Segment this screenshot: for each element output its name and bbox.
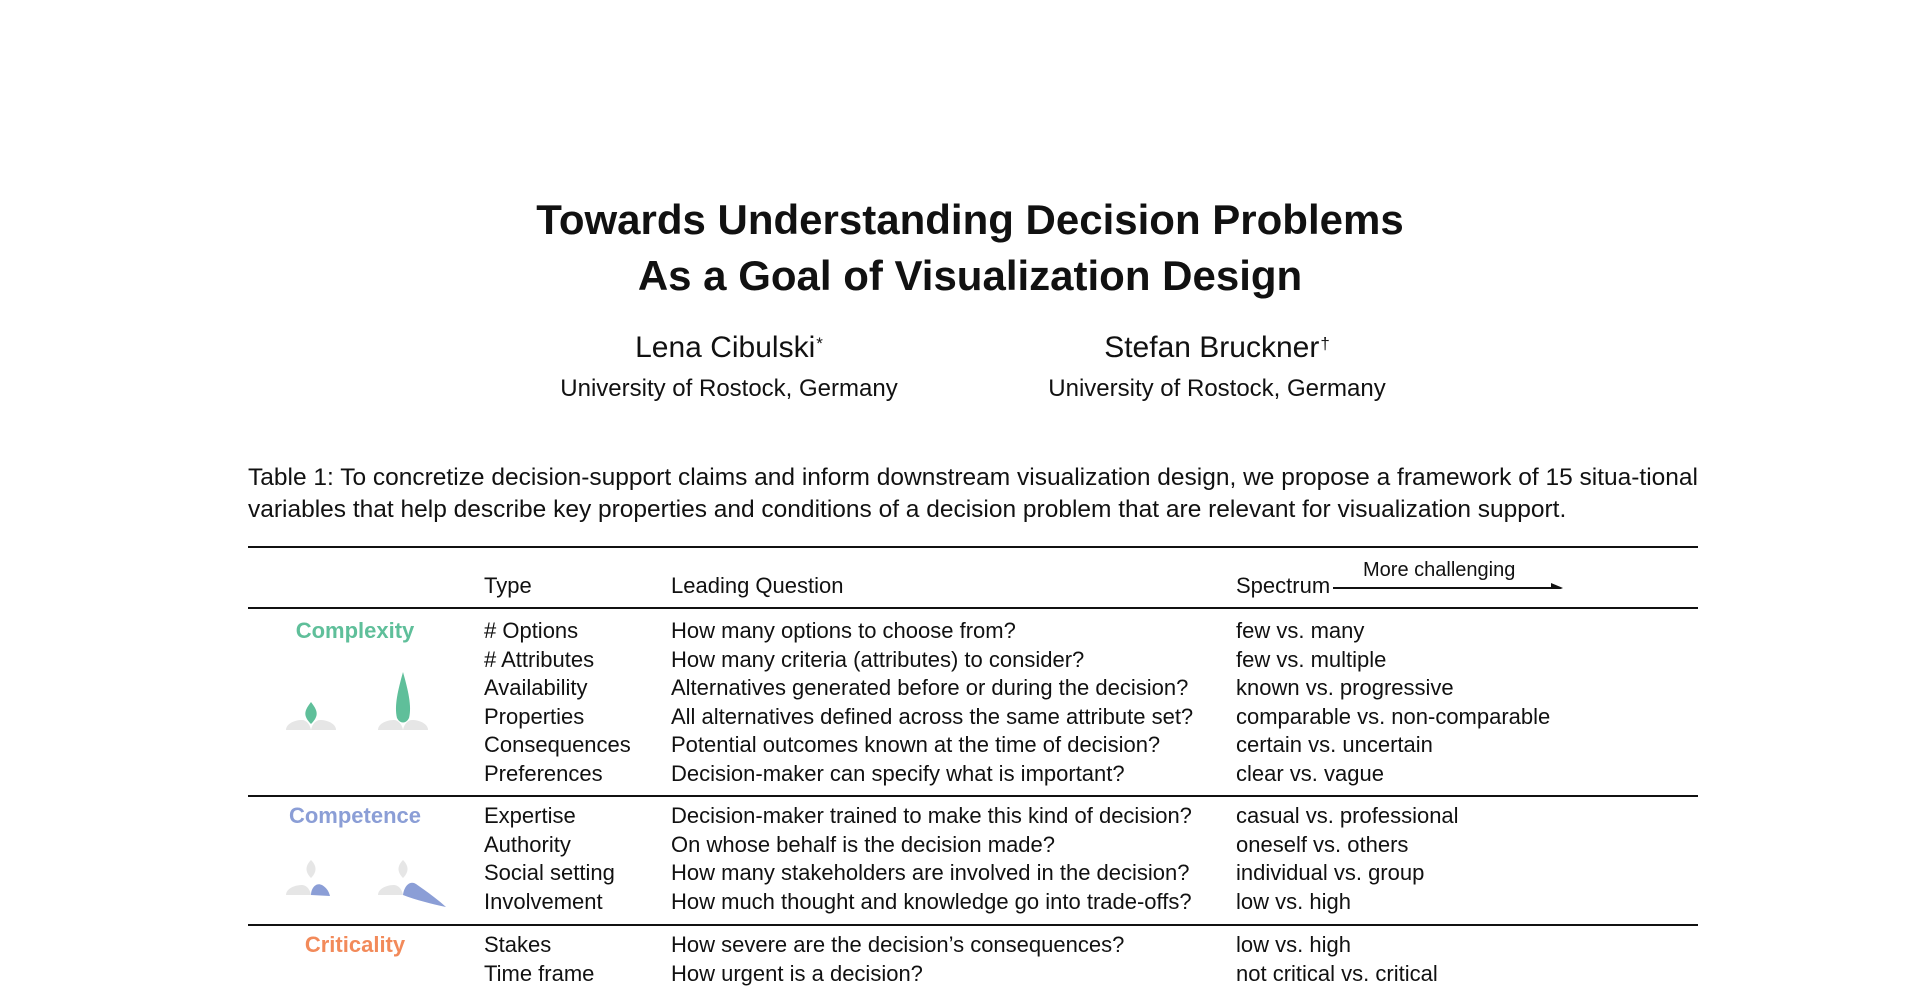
table-cell-question: How many options to choose from?: [671, 617, 1193, 646]
title-line-1: Towards Understanding Decision Problems: [0, 192, 1920, 248]
complexity-low-icon: [286, 690, 336, 740]
question-column-competence: [671, 802, 1192, 916]
table-cell-question: Potential outcomes known at the time of decision?: [671, 731, 1193, 760]
author-footnote-mark: *: [816, 334, 823, 353]
paper-title: [0, 192, 1920, 304]
table-cell-type: Involvement: [484, 888, 615, 917]
table-cell-type: Stakes: [484, 931, 594, 960]
table-cell-type: # Options: [484, 617, 631, 646]
table-cell-spectrum: low vs. high: [1236, 888, 1459, 917]
table-cell-type: Preferences: [484, 760, 631, 789]
competence-low-icon: [286, 856, 336, 902]
table-cell-question: How severe are the decision’s consequences?: [671, 931, 1124, 960]
spectrum-column-criticality: [1236, 931, 1438, 988]
author-affiliation: University of Rostock, Germany: [479, 374, 979, 404]
author-affiliation: University of Rostock, Germany: [967, 374, 1467, 404]
group-label-competence: Competence: [245, 802, 465, 830]
arrow-right-icon: [1333, 573, 1563, 589]
table-cell-spectrum: few vs. many: [1236, 617, 1550, 646]
table-cell-type: Availability: [484, 674, 631, 703]
spectrum-column-competence: [1236, 802, 1459, 916]
table-top-rule: [248, 546, 1698, 548]
table-cell-spectrum: few vs. multiple: [1236, 646, 1550, 675]
table-cell-spectrum: individual vs. group: [1236, 859, 1459, 888]
table-cell-spectrum: not critical vs. critical: [1236, 960, 1438, 988]
table-cell-spectrum: known vs. progressive: [1236, 674, 1550, 703]
header-spectrum: Spectrum: [1236, 572, 1330, 600]
table-header-rule: [248, 607, 1698, 609]
table-cell-question: How urgent is a decision?: [671, 960, 1124, 988]
table-cell-spectrum: casual vs. professional: [1236, 802, 1459, 831]
table-cell-question: Decision-maker trained to make this kind of decision?: [671, 802, 1192, 831]
type-column-criticality: [484, 931, 594, 988]
more-challenging-label: More challenging: [1363, 559, 1515, 582]
table-cell-spectrum: certain vs. uncertain: [1236, 731, 1550, 760]
table-caption: Table 1: To concretize decision-support claims and inform downstream visualization design, we propose a framework of 15 situa-tional variables that help describe key properties and conditions of a decision problem that are relevant for visualization support.: [248, 462, 1698, 526]
table-cell-type: Time frame: [484, 960, 594, 988]
table-cell-spectrum: oneself vs. others: [1236, 831, 1459, 860]
author-block-2: [967, 330, 1467, 404]
type-column-complexity: [484, 617, 631, 788]
table-cell-spectrum: low vs. high: [1236, 931, 1438, 960]
table-cell-question: Alternatives generated before or during the decision?: [671, 674, 1193, 703]
author-name: Lena Cibulski: [635, 331, 815, 364]
group-divider-rule: [248, 924, 1698, 926]
table-cell-question: How much thought and knowledge go into trade-offs?: [671, 888, 1192, 917]
question-column-complexity: [671, 617, 1193, 788]
table-cell-question: On whose behalf is the decision made?: [671, 831, 1192, 860]
table-cell-spectrum: comparable vs. non-comparable: [1236, 703, 1550, 732]
table-cell-question: All alternatives defined across the same attribute set?: [671, 703, 1193, 732]
question-column-criticality: [671, 931, 1124, 988]
header-type: Type: [484, 572, 532, 600]
table-cell-type: Consequences: [484, 731, 631, 760]
table-cell-question: Decision-maker can specify what is important?: [671, 760, 1193, 789]
table-cell-question: How many stakeholders are involved in the decision?: [671, 859, 1192, 888]
table-cell-type: Social setting: [484, 859, 615, 888]
table-cell-type: Properties: [484, 703, 631, 732]
title-line-2: As a Goal of Visualization Design: [0, 248, 1920, 304]
table-cell-type: # Attributes: [484, 646, 631, 675]
author-footnote-mark: †: [1320, 334, 1329, 353]
table-cell-type: Expertise: [484, 802, 615, 831]
group-divider-rule: [248, 795, 1698, 797]
author-block-1: [479, 330, 979, 404]
table-cell-type: Authority: [484, 831, 615, 860]
spectrum-column-complexity: [1236, 617, 1550, 788]
type-column-competence: [484, 802, 615, 916]
author-name: Stefan Bruckner: [1104, 331, 1319, 364]
competence-high-icon: [378, 856, 448, 912]
group-label-complexity: Complexity: [245, 617, 465, 645]
table-cell-spectrum: clear vs. vague: [1236, 760, 1550, 789]
group-label-criticality: Criticality: [245, 931, 465, 959]
header-leading-question: Leading Question: [671, 572, 843, 600]
table-cell-question: How many criteria (attributes) to consider?: [671, 646, 1193, 675]
complexity-high-icon: [378, 670, 428, 740]
